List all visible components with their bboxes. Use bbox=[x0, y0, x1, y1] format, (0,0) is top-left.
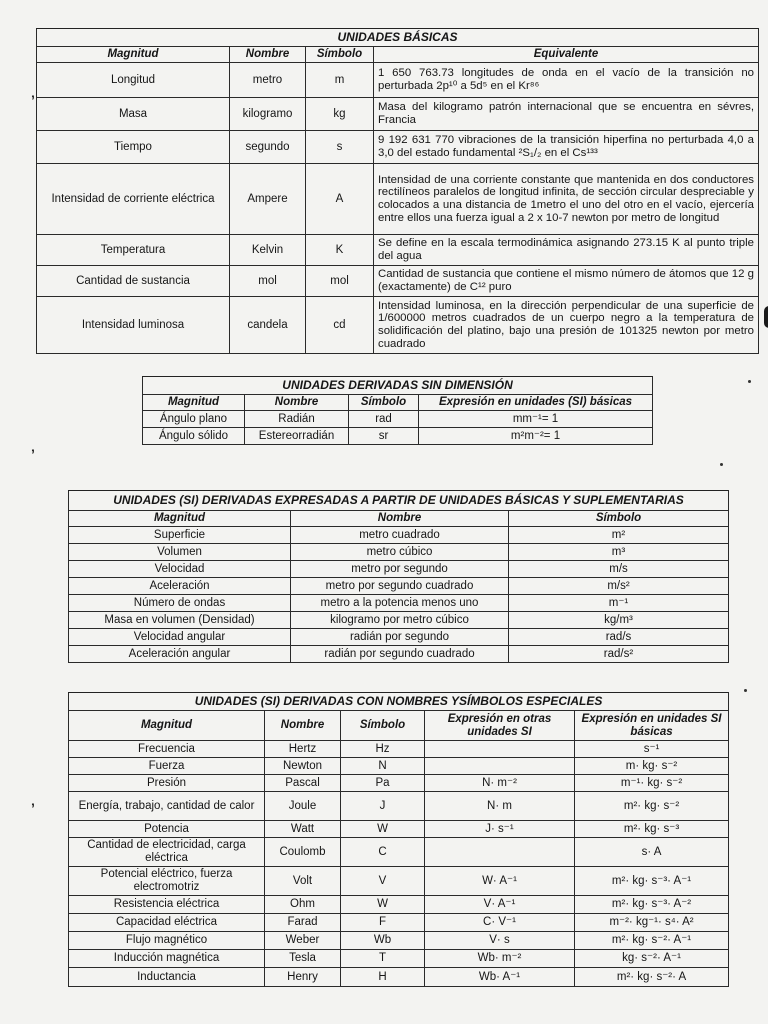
cell-nombre: Ampere bbox=[230, 164, 306, 235]
cell-nombre: kilogramo bbox=[230, 98, 306, 131]
cell-magnitud: Energía, trabajo, cantidad de calor bbox=[69, 792, 265, 821]
table-row bbox=[69, 821, 729, 838]
table-row bbox=[69, 758, 729, 775]
cell-equivalente: Cantidad de sustancia que contiene el mismo número de átomos que 12 g (exactamente) de C¹² puro bbox=[374, 266, 759, 297]
cell-magnitud: Cantidad de sustancia bbox=[37, 266, 230, 297]
table-row bbox=[69, 561, 729, 578]
cell-basicas: s· A bbox=[575, 838, 729, 867]
cell-simbolo: m/s² bbox=[509, 578, 729, 595]
table-row bbox=[69, 646, 729, 663]
cell-otras: N· m bbox=[425, 792, 575, 821]
header-simbolo: Símbolo bbox=[341, 711, 425, 741]
table-row bbox=[69, 775, 729, 792]
header-expresion-otras: Expresión en otras unidades SI bbox=[425, 711, 575, 741]
cell-basicas: s⁻¹ bbox=[575, 741, 729, 758]
header-simbolo: Símbolo bbox=[349, 395, 419, 411]
cell-simbolo: N bbox=[341, 758, 425, 775]
cell-magnitud: Intensidad de corriente eléctrica bbox=[37, 164, 230, 235]
scan-mark: ’ bbox=[31, 92, 35, 108]
cell-basicas: m· kg· s⁻² bbox=[575, 758, 729, 775]
cell-magnitud: Velocidad bbox=[69, 561, 291, 578]
cell-magnitud: Capacidad eléctrica bbox=[69, 914, 265, 932]
cell-simbolo: Hz bbox=[341, 741, 425, 758]
cell-magnitud: Superficie bbox=[69, 527, 291, 544]
table-row bbox=[69, 968, 729, 987]
cell-otras: J· s⁻¹ bbox=[425, 821, 575, 838]
cell-basicas: m²· kg· s⁻²· A bbox=[575, 968, 729, 987]
scan-dot bbox=[744, 689, 747, 692]
table-row bbox=[37, 235, 759, 266]
scan-dot bbox=[748, 380, 751, 383]
cell-simbolo: m bbox=[306, 63, 374, 98]
cell-simbolo: s bbox=[306, 131, 374, 164]
unidades-derivadas-table bbox=[68, 490, 729, 663]
cell-basicas: kg· s⁻²· A⁻¹ bbox=[575, 950, 729, 968]
unidades-basicas-table bbox=[36, 28, 759, 354]
cell-simbolo: cd bbox=[306, 297, 374, 354]
cell-simbolo: K bbox=[306, 235, 374, 266]
cell-magnitud: Intensidad luminosa bbox=[37, 297, 230, 354]
header-nombre: Nombre bbox=[291, 511, 509, 527]
cell-equivalente: 9 192 631 770 vibraciones de la transición hiperfina no perturbada 4,0 a 3,0 del estado fundamental ²S₁/₂ en el Cs¹³³ bbox=[374, 131, 759, 164]
table-row bbox=[37, 297, 759, 354]
cell-otras bbox=[425, 838, 575, 867]
cell-simbolo: W bbox=[341, 896, 425, 914]
cell-simbolo: kg bbox=[306, 98, 374, 131]
header-nombre: Nombre bbox=[245, 395, 349, 411]
table-row bbox=[69, 544, 729, 561]
table-row bbox=[69, 612, 729, 629]
cell-otras: V· A⁻¹ bbox=[425, 896, 575, 914]
header-simbolo: Símbolo bbox=[306, 47, 374, 63]
cell-simbolo: m/s bbox=[509, 561, 729, 578]
header-expresion: Expresión en unidades (SI) básicas bbox=[419, 395, 653, 411]
cell-expresion: mm⁻¹= 1 bbox=[419, 411, 653, 428]
cell-nombre: Watt bbox=[265, 821, 341, 838]
cell-otras: Wb· A⁻¹ bbox=[425, 968, 575, 987]
cell-nombre: kilogramo por metro cúbico bbox=[291, 612, 509, 629]
header-magnitud: Magnitud bbox=[37, 47, 230, 63]
header-nombre: Nombre bbox=[265, 711, 341, 741]
cell-nombre: radián por segundo bbox=[291, 629, 509, 646]
table-row bbox=[69, 867, 729, 896]
cell-otras bbox=[425, 758, 575, 775]
cell-otras bbox=[425, 741, 575, 758]
cell-magnitud: Inductancia bbox=[69, 968, 265, 987]
cell-magnitud: Inducción magnética bbox=[69, 950, 265, 968]
cell-simbolo: m² bbox=[509, 527, 729, 544]
cell-nombre: Kelvin bbox=[230, 235, 306, 266]
cell-simbolo: rad/s² bbox=[509, 646, 729, 663]
cell-nombre: metro a la potencia menos uno bbox=[291, 595, 509, 612]
cell-simbolo: H bbox=[341, 968, 425, 987]
cell-magnitud: Número de ondas bbox=[69, 595, 291, 612]
cell-magnitud: Ángulo sólido bbox=[143, 428, 245, 445]
cell-nombre: Coulomb bbox=[265, 838, 341, 867]
cell-basicas: m²· kg· s⁻³· A⁻² bbox=[575, 896, 729, 914]
cell-nombre: Pascal bbox=[265, 775, 341, 792]
cell-simbolo: C bbox=[341, 838, 425, 867]
cell-magnitud: Potencial eléctrico, fuerza electromotriz bbox=[69, 867, 265, 896]
cell-simbolo: m⁻¹ bbox=[509, 595, 729, 612]
cell-nombre: candela bbox=[230, 297, 306, 354]
table-row bbox=[69, 527, 729, 544]
table-row bbox=[69, 578, 729, 595]
cell-equivalente: 1 650 763.73 longitudes de onda en el vacío de la transición no perturbada 2p¹⁰ a 5d⁵ en el Kr⁸⁶ bbox=[374, 63, 759, 98]
cell-magnitud: Resistencia eléctrica bbox=[69, 896, 265, 914]
cell-nombre: Tesla bbox=[265, 950, 341, 968]
header-expresion-basicas: Expresión en unidades SI básicas bbox=[575, 711, 729, 741]
table-row bbox=[69, 950, 729, 968]
cell-magnitud: Aceleración angular bbox=[69, 646, 291, 663]
cell-simbolo: J bbox=[341, 792, 425, 821]
cell-nombre: Radián bbox=[245, 411, 349, 428]
table-row bbox=[69, 595, 729, 612]
cell-nombre: metro cuadrado bbox=[291, 527, 509, 544]
cell-simbolo: mol bbox=[306, 266, 374, 297]
table-row bbox=[37, 131, 759, 164]
table-row bbox=[37, 63, 759, 98]
cell-magnitud: Potencia bbox=[69, 821, 265, 838]
header-nombre: Nombre bbox=[230, 47, 306, 63]
header-simbolo: Símbolo bbox=[509, 511, 729, 527]
table-row bbox=[143, 428, 653, 445]
cell-magnitud: Temperatura bbox=[37, 235, 230, 266]
table-row bbox=[37, 266, 759, 297]
cell-basicas: m²· kg· s⁻² bbox=[575, 792, 729, 821]
cell-nombre: metro cúbico bbox=[291, 544, 509, 561]
table-row bbox=[69, 741, 729, 758]
scan-mark: ’ bbox=[31, 446, 35, 462]
cell-simbolo: rad bbox=[349, 411, 419, 428]
cell-nombre: Henry bbox=[265, 968, 341, 987]
cell-simbolo: rad/s bbox=[509, 629, 729, 646]
table-row bbox=[69, 896, 729, 914]
cell-nombre: Newton bbox=[265, 758, 341, 775]
cell-otras: N· m⁻² bbox=[425, 775, 575, 792]
cell-otras: V· s bbox=[425, 932, 575, 950]
cell-magnitud: Tiempo bbox=[37, 131, 230, 164]
cell-magnitud: Frecuencia bbox=[69, 741, 265, 758]
cell-simbolo: V bbox=[341, 867, 425, 896]
table-row bbox=[69, 914, 729, 932]
cell-otras: W· A⁻¹ bbox=[425, 867, 575, 896]
cell-magnitud: Aceleración bbox=[69, 578, 291, 595]
cell-magnitud: Ángulo plano bbox=[143, 411, 245, 428]
table-title: UNIDADES (SI) DERIVADAS CON NOMBRES YSÍMBOLOS ESPECIALES bbox=[69, 693, 729, 711]
cell-nombre: segundo bbox=[230, 131, 306, 164]
cell-magnitud: Fuerza bbox=[69, 758, 265, 775]
header-magnitud: Magnitud bbox=[69, 711, 265, 741]
table-row bbox=[69, 838, 729, 867]
table-row bbox=[69, 792, 729, 821]
cell-basicas: m²· kg· s⁻³ bbox=[575, 821, 729, 838]
cell-magnitud: Flujo magnético bbox=[69, 932, 265, 950]
cell-simbolo: F bbox=[341, 914, 425, 932]
table-row bbox=[37, 164, 759, 235]
scan-mark: ’ bbox=[31, 800, 35, 816]
cell-nombre: radián por segundo cuadrado bbox=[291, 646, 509, 663]
cell-magnitud: Velocidad angular bbox=[69, 629, 291, 646]
table-row bbox=[69, 629, 729, 646]
cell-simbolo: T bbox=[341, 950, 425, 968]
cell-magnitud: Cantidad de electricidad, carga eléctrica bbox=[69, 838, 265, 867]
cell-simbolo: sr bbox=[349, 428, 419, 445]
cell-equivalente: Se define en la escala termodinámica asignando 273.15 K al punto triple del agua bbox=[374, 235, 759, 266]
cell-basicas: m²· kg· s⁻³· A⁻¹ bbox=[575, 867, 729, 896]
cell-nombre: Volt bbox=[265, 867, 341, 896]
cell-expresion: m²m⁻²= 1 bbox=[419, 428, 653, 445]
cell-basicas: m²· kg· s⁻²· A⁻¹ bbox=[575, 932, 729, 950]
cell-basicas: m⁻²· kg⁻¹· s⁴· A² bbox=[575, 914, 729, 932]
cell-nombre: Hertz bbox=[265, 741, 341, 758]
header-magnitud: Magnitud bbox=[69, 511, 291, 527]
cell-nombre: Ohm bbox=[265, 896, 341, 914]
cell-simbolo: kg/m³ bbox=[509, 612, 729, 629]
cell-nombre: Estereorradián bbox=[245, 428, 349, 445]
cell-simbolo: W bbox=[341, 821, 425, 838]
cell-nombre: metro bbox=[230, 63, 306, 98]
cell-simbolo: m³ bbox=[509, 544, 729, 561]
cell-simbolo: Wb bbox=[341, 932, 425, 950]
cell-nombre: Farad bbox=[265, 914, 341, 932]
cell-magnitud: Masa en volumen (Densidad) bbox=[69, 612, 291, 629]
table-title: UNIDADES BÁSICAS bbox=[37, 29, 759, 47]
header-equivalente: Equivalente bbox=[374, 47, 759, 63]
unidades-sin-dimension-table bbox=[142, 376, 653, 445]
table-title: UNIDADES DERIVADAS SIN DIMENSIÓN bbox=[143, 377, 653, 395]
cell-otras: C· V⁻¹ bbox=[425, 914, 575, 932]
cell-nombre: Joule bbox=[265, 792, 341, 821]
cell-equivalente: Intensidad luminosa, en la dirección perpendicular de una superficie de 1/600000 metros cuadrados de un cuerpo negro a la temperatura de solidificación del platino, bajo una presión de 101325 newton por metro cuadrado bbox=[374, 297, 759, 354]
header-magnitud: Magnitud bbox=[143, 395, 245, 411]
cell-simbolo: A bbox=[306, 164, 374, 235]
binder-hole bbox=[764, 306, 768, 328]
table-row bbox=[37, 98, 759, 131]
cell-equivalente: Masa del kilogramo patrón internacional que se encuentra en sévres, Francia bbox=[374, 98, 759, 131]
cell-equivalente: Intensidad de una corriente constante que mantenida en dos conductores rectilíneos paralelos de longitud infinita, de sección circular despreciable y colocados a una distancia de 1metro el uno del otro en el vacío, ejercería entre ellos una fuerza igual a 2 x 10-7 newton por metro de longitud bbox=[374, 164, 759, 235]
cell-nombre: mol bbox=[230, 266, 306, 297]
cell-nombre: Weber bbox=[265, 932, 341, 950]
unidades-especiales-table bbox=[68, 692, 729, 987]
table-title: UNIDADES (SI) DERIVADAS EXPRESADAS A PARTIR DE UNIDADES BÁSICAS Y SUPLEMENTARIAS bbox=[69, 491, 729, 511]
table-row bbox=[143, 411, 653, 428]
cell-otras: Wb· m⁻² bbox=[425, 950, 575, 968]
scan-dot bbox=[720, 463, 723, 466]
cell-magnitud: Masa bbox=[37, 98, 230, 131]
cell-nombre: metro por segundo bbox=[291, 561, 509, 578]
cell-basicas: m⁻¹· kg· s⁻² bbox=[575, 775, 729, 792]
cell-simbolo: Pa bbox=[341, 775, 425, 792]
cell-magnitud: Volumen bbox=[69, 544, 291, 561]
table-row bbox=[69, 932, 729, 950]
cell-magnitud: Presión bbox=[69, 775, 265, 792]
cell-magnitud: Longitud bbox=[37, 63, 230, 98]
cell-nombre: metro por segundo cuadrado bbox=[291, 578, 509, 595]
